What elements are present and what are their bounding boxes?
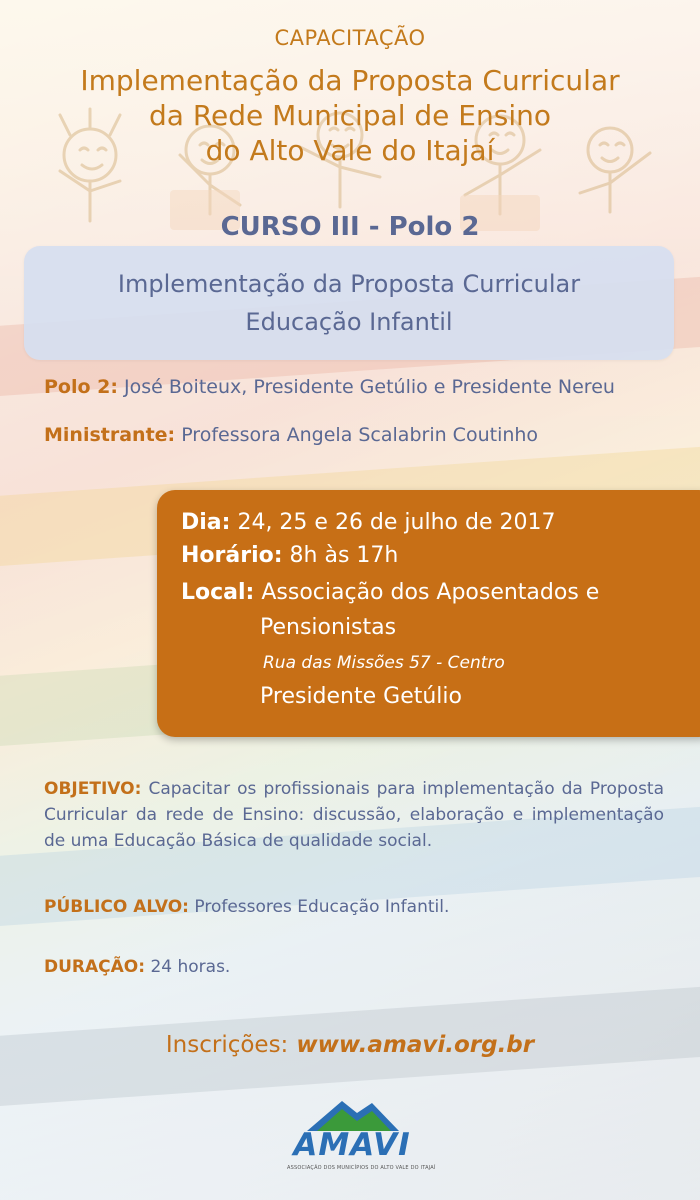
event-details-box: [157, 490, 700, 737]
event-time: [181, 543, 398, 568]
duracao-info: [44, 954, 664, 980]
event-place-line1: Associação dos Aposentados e: [261, 580, 600, 605]
event-day: [181, 510, 555, 535]
event-address: Rua das Missões 57 - Centro: [263, 653, 505, 673]
polo-label: Polo 2:: [44, 376, 118, 398]
duracao-label: DURAÇÃO:: [44, 957, 146, 977]
event-place-line2: Pensionistas: [260, 615, 397, 640]
amavi-logo: [287, 1093, 436, 1183]
signup-line: [0, 1032, 700, 1058]
title-line-3: do Alto Vale do Itajaí: [205, 134, 495, 167]
kicker-text: CAPACITAÇÃO: [274, 26, 426, 50]
polo-value: José Boiteux, Presidente Getúlio e Presidente Nereu: [124, 376, 615, 398]
event-place: [181, 580, 599, 605]
publico-value: Professores Educação Infantil.: [194, 897, 450, 917]
subject-line-1: Implementação da Proposta Curricular: [117, 270, 581, 298]
publico-info: [44, 894, 664, 920]
ministrante-value: Professora Angela Scalabrin Coutinho: [181, 424, 539, 446]
signup-label: Inscrições:: [165, 1032, 289, 1058]
event-day-value: 24, 25 e 26 de julho de 2017: [237, 510, 556, 535]
polo-info: [44, 376, 615, 398]
title-line-2: da Rede Municipal de Ensino: [149, 99, 551, 132]
event-city: Presidente Getúlio: [260, 684, 462, 709]
logo-tagline: ASSOCIAÇÃO DOS MUNICÍPIOS DO ALTO VALE DO ITAJAÍ: [287, 1165, 436, 1171]
objetivo-text: Capacitar os profissionais para implementação da Proposta Curricular da rede de Ensino: discussão, elaboração e implementação de uma Educação Básica de qualidade social.: [44, 779, 665, 851]
subject-box: [24, 246, 674, 360]
event-place-label: Local:: [181, 580, 255, 605]
objetivo-label: OBJETIVO:: [44, 779, 142, 799]
publico-label: PÚBLICO ALVO:: [44, 897, 189, 917]
ministrante-label: Ministrante:: [44, 424, 176, 446]
ministrante-info: [44, 424, 538, 446]
subject-line-2: Educação Infantil: [245, 308, 453, 336]
event-day-label: Dia:: [181, 510, 231, 535]
course-title: CURSO III - Polo 2: [220, 212, 480, 242]
title-line-1: Implementação da Proposta Curricular: [80, 64, 620, 97]
event-time-value: 8h às 17h: [289, 543, 399, 568]
logo-wordmark: AMAVI: [293, 1127, 411, 1163]
objetivo-paragraph: [44, 776, 664, 854]
event-time-label: Horário:: [181, 543, 283, 568]
signup-link[interactable]: www.amavi.org.br: [296, 1032, 535, 1058]
duracao-value: 24 horas.: [150, 957, 231, 977]
